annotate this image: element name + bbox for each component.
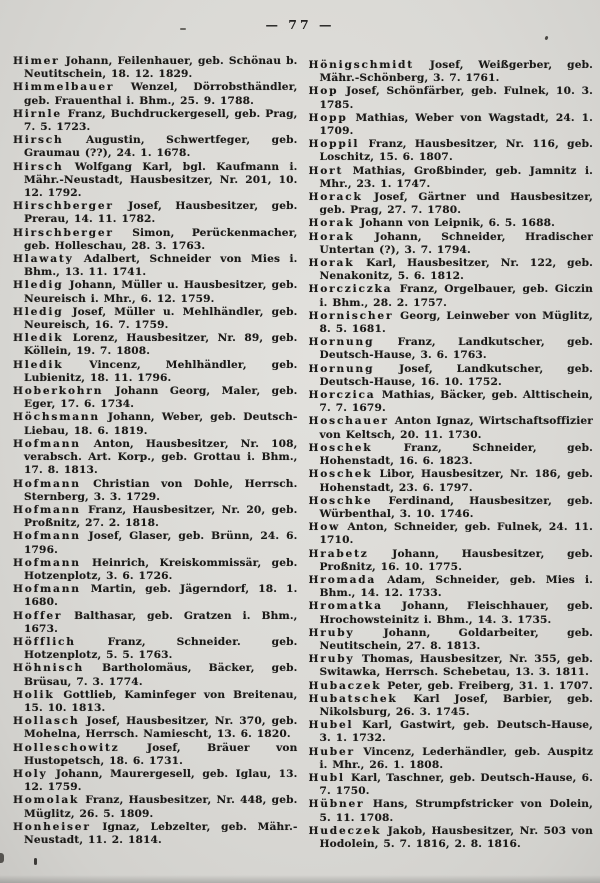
directory-entry (13, 504, 298, 530)
directory-entry (13, 200, 298, 226)
entry-text: Mathias, Großbinder, geb. Jamnitz i. Mhr., 23. 1. 1747. (319, 164, 593, 190)
entry-surname: Homolak (13, 794, 80, 807)
entry-text: Johann, Fleischhauer, geb. Hrochowsteinitz i. Bhm., 14. 3. 1735. (319, 600, 593, 626)
directory-entry (13, 253, 298, 279)
directory-entry (13, 332, 298, 358)
entry-surname: Hlawaty (13, 253, 74, 266)
entry-surname: Höchsmann (13, 411, 100, 424)
entry-surname: Horak (308, 257, 355, 270)
directory-entry (309, 600, 594, 626)
entry-surname: Hoschauer (308, 415, 389, 428)
entry-surname: Hop (308, 85, 339, 98)
entry-text: Josef, Bräuer von Hustopetsch, 18. 6. 1731. (24, 741, 298, 767)
directory-entry (13, 134, 298, 160)
entry-text: Ignaz, Lebzelter, geb. Mähr.-Neustadt, 11. 2. 1814. (24, 820, 298, 846)
entry-text: Lorenz, Hausbesitzer, Nr. 89, geb. Köllein, 19. 7. 1808. (24, 332, 298, 358)
entry-text: Franz, Schneider. geb. Hotzenplotz, 5. 5. 1763. (24, 635, 298, 662)
entry-surname: Horak (308, 217, 355, 230)
entry-text: Johann, Weber, geb. Deutsch-Liebau, 18. 6. 1819. (24, 411, 298, 437)
directory-entry (13, 227, 298, 253)
directory-entry (13, 385, 298, 411)
directory-entry (13, 438, 298, 478)
entry-surname: Hoppil (308, 138, 360, 151)
entry-surname: Hledik (13, 358, 64, 371)
entry-text: Gottlieb, Kaminfeger von Breitenau, 15. 10. 1813. (24, 688, 298, 714)
entry-text: Wolfgang Karl, bgl. Kaufmann i. Mähr.-Neustadt, Hausbesitzer, Nr. 201, 10. 12. 1792. (24, 160, 298, 200)
directory-entry (13, 306, 298, 332)
directory-entry (309, 257, 594, 283)
entry-text: Josef, Müller u. Mehlhändler, geb. Neureisch, 16. 7. 1759. (24, 305, 298, 332)
directory-entry (13, 662, 298, 688)
entry-text: Josef, Hausbesitzer, geb. Prerau, 14. 11. 1782. (24, 200, 298, 226)
entry-text: Anton Ignaz, Wirtschaftsoffizier von Keltsch, 20. 11. 1730. (319, 415, 593, 441)
entry-surname: Horak (308, 230, 355, 243)
entry-surname: Hoschke (308, 494, 373, 507)
left-column (13, 55, 298, 851)
directory-entry (13, 161, 298, 201)
entry-surname: Hofmann (13, 503, 81, 516)
directory-entry (309, 138, 594, 164)
directory-entry (309, 693, 594, 719)
entry-surname: Hoffer (13, 609, 63, 622)
entry-text: Thomas, Hausbesitzer, Nr. 355, geb. Switawka, Herrsch. Schebetau, 13. 3. 1811. (319, 653, 593, 679)
directory-entry (13, 530, 298, 556)
entry-surname: Hofmann (13, 583, 81, 596)
entry-surname: Hornischer (308, 309, 394, 322)
directory-entry (13, 81, 298, 107)
entry-surname: Hoschek (308, 441, 373, 454)
directory-entry (309, 825, 594, 851)
entry-surname: Himer (13, 55, 60, 67)
directory-entry (309, 389, 594, 415)
entry-surname: Horcziczka (308, 283, 393, 296)
directory-entry (13, 108, 298, 134)
entry-text: Franz, Schneider, geb. Hohenstadt, 16. 6. 1823. (319, 441, 593, 468)
entry-surname: Hort (308, 164, 344, 177)
entry-surname: Höfflich (13, 635, 76, 648)
directory-entry (309, 627, 594, 653)
directory-entry (309, 310, 594, 336)
entry-text: Libor, Hausbesitzer, Nr. 186, geb. Hohenstadt, 23. 6. 1797. (319, 468, 593, 494)
entry-text: Karl Josef, Barbier, geb. Nikolsburg, 26. 3. 1745. (319, 692, 593, 718)
directory-entry (13, 636, 298, 662)
entry-text: Balthasar, geb. Gratzen i. Bhm., 1673. (24, 609, 298, 635)
directory-entry (13, 689, 298, 715)
entry-text: Bartholomäus, Bäcker, geb. Brüsau, 7. 3. 1774. (24, 662, 298, 688)
entry-text: Johann, Schneider, Hradischer Untertan (?), 3. 7. 1794. (319, 230, 593, 256)
entry-text: Georg, Leinweber von Müglitz, 8. 5. 1681. (319, 309, 593, 336)
entry-text: Martin, geb. Jägerndorf, 18. 1. 1680. (24, 583, 298, 609)
directory-entry (309, 191, 594, 217)
directory-entry (13, 742, 298, 768)
entry-text: Johann, Goldarbeiter, geb. Neutitschein, 27. 8. 1813. (319, 626, 593, 652)
entry-surname: Holy (13, 767, 48, 780)
page-number: — 77 — (265, 17, 335, 32)
entry-text: Simon, Perückenmacher, geb. Holleschau, 28. 3. 1763. (24, 226, 298, 252)
directory-entry (309, 574, 594, 600)
entry-text: Franz, Orgelbauer, geb. Giczin i. Bhm., 28. 2. 1757. (319, 283, 593, 309)
directory-entry (309, 680, 594, 693)
directory-entry (309, 415, 594, 441)
entry-text: Johann, Maurergesell, geb. Iglau, 13. 12. 1759. (24, 767, 298, 794)
entry-text: Vincenz, Mehlhändler, geb. Lubienitz, 18. 11. 1796. (24, 358, 298, 384)
directory-entry (309, 336, 594, 362)
ink-speck (34, 858, 37, 865)
entry-surname: Hubel (308, 719, 354, 732)
directory-entry (309, 468, 594, 494)
entry-surname: Hromatka (308, 600, 383, 613)
entry-surname: Hornung (308, 336, 375, 349)
directory-entry (13, 557, 298, 583)
entry-surname: Hubl (308, 771, 345, 784)
entry-text: Franz, Landkutscher, geb. Deutsch-Hause, 3. 6. 1763. (319, 336, 593, 362)
directory-entry (309, 217, 594, 230)
entry-text: Mathias, Weber von Wagstadt, 24. 1. 1709. (319, 111, 593, 138)
entry-surname: Hruby (308, 626, 355, 639)
entry-text: Ferdinand, Hausbesitzer, geb. Würbenthal, 3. 10. 1746. (319, 494, 593, 520)
directory-entry (309, 442, 594, 468)
entry-surname: Höhnisch (13, 662, 85, 675)
entry-surname: Hofmann (13, 477, 81, 490)
entry-surname: Huber (308, 745, 355, 758)
entry-text: Josef, Hausbesitzer, Nr. 370, geb. Mohelna, Herrsch. Namiescht, 13. 6. 1820. (24, 715, 298, 741)
entry-text: Franz, Hausbesitzer, Nr. 20, geb. Proßnitz, 27. 2. 1818. (24, 503, 298, 530)
directory-entry (13, 768, 298, 794)
entry-surname: Hoschek (308, 468, 373, 481)
entry-surname: Hledig (13, 279, 64, 292)
entry-surname: Hubatschek (308, 692, 398, 705)
entry-text: Adalbert, Schneider von Mies i. Bhm., 13. 11. 1741. (24, 253, 298, 279)
entry-surname: Hofmann (13, 556, 81, 569)
entry-text: Karl, Hausbesitzer, Nr. 122, geb. Nenakonitz, 5. 6. 1812. (319, 257, 593, 283)
entry-text: Josef, Landkutscher, geb. Deutsch-Hause, 16. 10. 1752. (319, 362, 593, 388)
entry-surname: Hledig (13, 305, 64, 318)
entry-text: Johann, Feilenhauer, geb. Schönau b. Neutitschein, 18. 12. 1829. (24, 55, 298, 81)
entry-text: Franz, Buchdruckergesell, geb. Prag, 7. 5. 1723. (24, 107, 298, 134)
directory-entry (13, 411, 298, 437)
entry-surname: Hromada (308, 573, 377, 586)
entry-surname: Himmelbauer (13, 81, 115, 94)
entry-surname: Hirnle (13, 107, 62, 120)
entry-surname: Hofmann (13, 437, 81, 450)
entry-text: Mathias, Bäcker, geb. Alttischein, 7. 7. 1679. (319, 389, 593, 415)
directory-entry (309, 283, 594, 309)
entry-text: Vincenz, Lederhändler, geb. Auspitz i. Mhr., 26. 1. 1808. (319, 745, 593, 771)
directory-entry (13, 715, 298, 741)
directory-entry (309, 495, 594, 521)
entry-surname: Hollasch (13, 715, 80, 728)
directory-entry (309, 798, 594, 824)
entry-text: Christian von Dohle, Herrsch. Sternberg, 3. 3. 1729. (24, 477, 298, 503)
entry-surname: Horczica (308, 389, 376, 402)
entry-text: Franz, Hausbesitzer, Nr. 116, geb. Loschitz, 15. 6. 1807. (319, 138, 593, 164)
directory-entry (13, 610, 298, 636)
entry-text: Adam, Schneider, geb. Mies i. Bhm., 14. 12. 1733. (319, 573, 593, 600)
entry-text: Johann, Hausbesitzer, geb. Proßnitz, 16. 10. 1775. (319, 547, 593, 573)
directory-entry (13, 359, 298, 385)
entry-surname: Honheiser (13, 820, 91, 833)
entry-text: Heinrich, Kreiskommissär, geb. Hotzenplotz, 3. 6. 1726. (24, 556, 298, 582)
directory-entry (309, 772, 594, 798)
entry-surname: Hoberkohrn (13, 385, 104, 398)
entry-surname: Hrabetz (308, 547, 369, 560)
two-column-text (0, 41, 600, 851)
entry-text: Jakob, Hausbesitzer, Nr. 503 von Hodolein, 5. 7. 1816, 2. 8. 1816. (319, 824, 593, 850)
entry-text: Johann von Leipnik, 6. 5. 1688. (355, 217, 555, 230)
entry-surname: Horack (308, 191, 363, 204)
ink-speck (0, 853, 4, 863)
entry-text: Hans, Strumpfstricker von Dolein, 5. 11. 1708. (319, 798, 593, 824)
entry-surname: Hubaczek (308, 679, 382, 692)
entry-text: Josef, Glaser, geb. Brünn, 24. 6. 1796. (24, 530, 298, 556)
entry-surname: Hornung (308, 362, 375, 375)
entry-surname: Hönigschmidt (308, 59, 414, 71)
directory-entry (309, 59, 594, 85)
entry-surname: Hopp (308, 111, 348, 124)
directory-entry (13, 55, 298, 81)
entry-surname: Holleschowitz (13, 741, 120, 754)
directory-entry (309, 548, 594, 574)
entry-text: Peter, geb. Freiberg, 31. 1. 1707. (382, 679, 593, 692)
entry-surname: Hirsch (13, 134, 64, 147)
directory-entry (309, 231, 594, 257)
entry-text: Anton, Hausbesitzer, Nr. 108, verabsch. Art. Korp., geb. Grottau i. Bhm., 17. 8. 1813. (24, 437, 298, 477)
entry-text: Karl, Taschner, geb. Deutsch-Hause, 6. 7. 1750. (319, 771, 593, 798)
directory-entry (309, 746, 594, 772)
entry-text: Augustin, Schwertfeger, geb. Graumau (??), 24. 1. 1678. (24, 134, 298, 160)
directory-entry (309, 363, 594, 389)
entry-surname: Hledik (13, 332, 64, 345)
entry-text: Johann Georg, Maler, geb. Eger, 17. 6. 1734. (24, 385, 298, 411)
entry-surname: Hirsch (13, 160, 64, 173)
entry-text: Wenzel, Dörrobsthändler, geb. Frauenthal i. Bhm., 25. 9. 1788. (24, 81, 298, 107)
directory-entry (309, 521, 594, 547)
right-column (309, 55, 594, 851)
entry-surname: Hübner (308, 798, 365, 811)
directory-entry (13, 279, 298, 305)
directory-entry (309, 85, 594, 111)
entry-surname: Hofmann (13, 530, 81, 543)
directory-entry (309, 165, 594, 191)
entry-text: Josef, Gärtner und Hausbesitzer, geb. Prag, 27. 7. 1780. (319, 191, 593, 217)
entry-surname: How (308, 521, 341, 534)
entry-text: Josef, Weißgerber, geb. Mähr.-Schönberg, 3. 7. 1761. (319, 59, 593, 85)
entry-text: Josef, Schönfärber, geb. Fulnek, 10. 3. 1785. (319, 85, 593, 111)
entry-surname: Holik (13, 688, 55, 701)
entry-surname: Hirschberger (13, 200, 114, 213)
directory-entry (13, 583, 298, 609)
directory-entry (309, 653, 594, 679)
entry-surname: Hirschberger (13, 226, 114, 239)
entry-surname: Hruby (308, 653, 355, 666)
entry-text: Karl, Gastwirt, geb. Deutsch-Hause, 3. 1. 1732. (319, 719, 593, 745)
directory-entry (309, 112, 594, 138)
directory-entry (13, 821, 298, 847)
entry-surname: Hudeczek (308, 824, 382, 837)
directory-entry (13, 794, 298, 820)
directory-entry (13, 478, 298, 504)
directory-entry (309, 719, 594, 745)
entry-text: Franz, Hausbesitzer, Nr. 448, geb. Müglitz, 26. 5. 1809. (24, 794, 298, 820)
entry-text: Anton, Schneider, geb. Fulnek, 24. 11. 1710. (319, 521, 593, 547)
entry-text: Johann, Müller u. Hausbesitzer, geb. Neureisch i. Mhr., 6. 12. 1759. (24, 279, 298, 305)
